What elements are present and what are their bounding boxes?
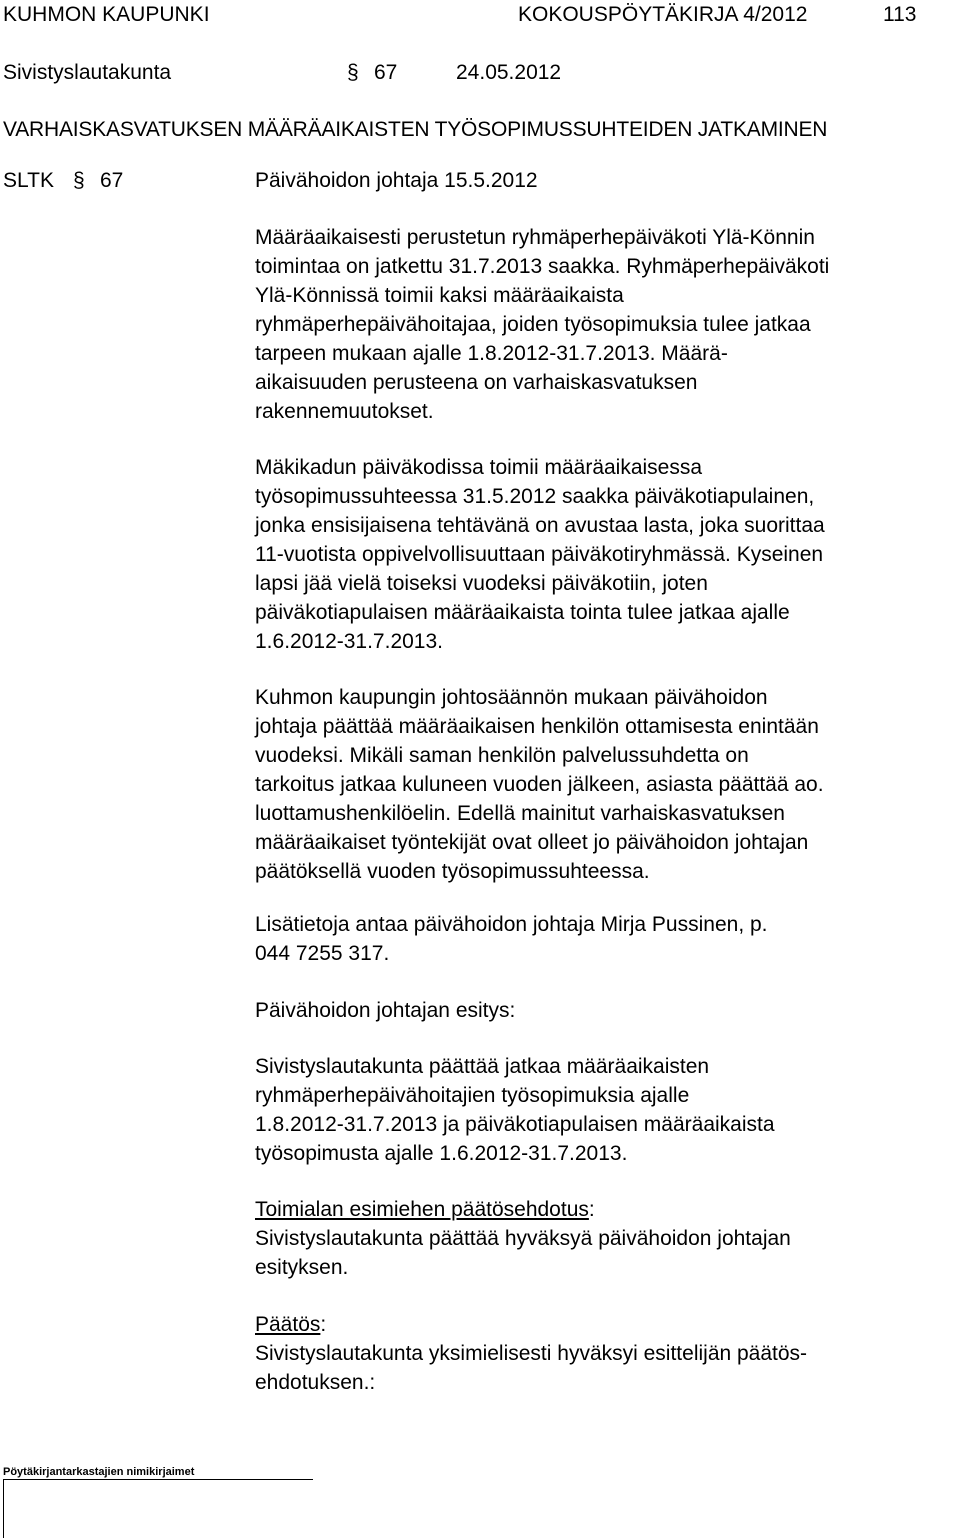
paragraph-line: Ylä-Könnissä toimii kaksi määräaikaista	[255, 284, 624, 307]
manager-proposal-heading-colon: :	[588, 1198, 595, 1221]
paragraph-line: päiväkotiapulaisen määräaikaista tointa tulee jatkaa ajalle	[255, 601, 790, 624]
paragraph-line: luottamushenkilöelin. Edellä mainitut varhaiskasvatuksen	[255, 802, 785, 825]
decision-heading-text: Päätös	[255, 1313, 321, 1336]
signature-initials-label: Pöytäkirjantarkastajien nimikirjaimet	[3, 1466, 195, 1478]
contact-phone: 044 7255 317.	[255, 942, 390, 965]
paragraph-line: 11-vuotista oppivelvollisuuttaan päiväkotiryhmässä. Kyseinen	[255, 543, 824, 566]
proposal-line: ryhmäperhepäivähoitajien työsopimuksia ajalle	[255, 1084, 690, 1107]
paragraph-line: Määräaikaisesti perustetun ryhmäperhepäiväkoti Ylä-Könnin	[255, 226, 815, 249]
board-name: Sivistyslautakunta	[3, 61, 172, 84]
paragraph-line: 1.6.2012-31.7.2013.	[255, 630, 443, 653]
contact-line: Lisätietoja antaa päivähoidon johtaja Mirja Pussinen, p.	[255, 913, 768, 936]
preparer-line: Päivähoidon johtaja 15.5.2012	[255, 169, 538, 192]
signature-rule	[3, 1479, 313, 1480]
paragraph-line: aikaisuuden perusteena on varhaiskasvatuksen	[255, 371, 698, 394]
paragraph-line: ryhmäperhepäivähoitajaa, joiden työsopimuksia tulee jatkaa	[255, 313, 811, 336]
section-sign: §	[347, 61, 359, 84]
paragraph-line: Kuhmon kaupungin johtosäännön mukaan päivähoidon	[255, 686, 768, 709]
signature-box-edge	[3, 1479, 4, 1538]
paragraph-line: lapsi jää vielä toiseksi vuodeksi päiväkotiin, joten	[255, 572, 708, 595]
item-title: VARHAISKASVATUKSEN MÄÄRÄAIKAISTEN TYÖSOPIMUSSUHTEIDEN JATKAMINEN	[3, 118, 828, 141]
paragraph-line: Mäkikadun päiväkodissa toimii määräaikaisessa	[255, 456, 703, 479]
proposal-heading: Päivähoidon johtajan esitys:	[255, 999, 516, 1022]
page-number: 113	[883, 3, 917, 26]
proposal-line: Sivistyslautakunta päättää jatkaa määräaikaisten	[255, 1055, 710, 1078]
paragraph-line: tarpeen mukaan ajalle 1.8.2012-31.7.2013. Määrä-	[255, 342, 728, 365]
municipality-name: KUHMON KAUPUNKI	[3, 3, 210, 26]
proposal-line: työsopimusta ajalle 1.6.2012-31.7.2013.	[255, 1142, 628, 1165]
paragraph-line: työsopimussuhteessa 31.5.2012 saakka päiväkotiapulainen,	[255, 485, 815, 508]
decision-heading	[255, 1310, 326, 1339]
manager-proposal-heading-text: Toimialan esimiehen päätösehdotus	[255, 1198, 589, 1221]
paragraph-line: toimintaa on jatkettu 31.7.2013 saakka. Ryhmäperhepäiväkoti	[255, 255, 830, 278]
paragraph-line: johtaja päättää määräaikaisen henkilön ottamisesta enintään	[255, 715, 819, 738]
document-title: KOKOUSPÖYTÄKIRJA 4/2012	[518, 3, 808, 26]
section-number: 67	[374, 61, 398, 84]
paragraph-line: määräaikaiset työntekijät ovat olleet jo päivähoidon johtajan	[255, 831, 809, 854]
paragraph-line: vuodeksi. Mikäli saman henkilön palvelussuhdetta on	[255, 744, 749, 767]
manager-proposal-heading	[255, 1195, 595, 1224]
decision-heading-colon: :	[320, 1313, 327, 1336]
paragraph-line: päätöksellä vuoden työsopimussuhteessa.	[255, 860, 650, 883]
manager-proposal-line: esityksen.	[255, 1256, 349, 1279]
manager-proposal-line: Sivistyslautakunta päättää hyväksyä päivähoidon johtajan	[255, 1227, 791, 1250]
meeting-date: 24.05.2012	[456, 61, 562, 84]
paragraph-line: tarkoitus jatkaa kuluneen vuoden jälkeen, asiasta päättää ao.	[255, 773, 824, 796]
decision-line: ehdotuksen.:	[255, 1371, 376, 1394]
reference-prefix: SLTK	[3, 169, 54, 192]
decision-line: Sivistyslautakunta yksimielisesti hyväksyi esittelijän päätös-	[255, 1342, 808, 1365]
paragraph-line: rakennemuutokset.	[255, 400, 434, 423]
proposal-line: 1.8.2012-31.7.2013 ja päiväkotiapulaisen määräaikaista	[255, 1113, 775, 1136]
reference-number: 67	[100, 169, 124, 192]
reference-section-sign: §	[73, 169, 85, 192]
paragraph-line: jonka ensisijaisena tehtävänä on avustaa lasta, joka suorittaa	[255, 514, 825, 537]
